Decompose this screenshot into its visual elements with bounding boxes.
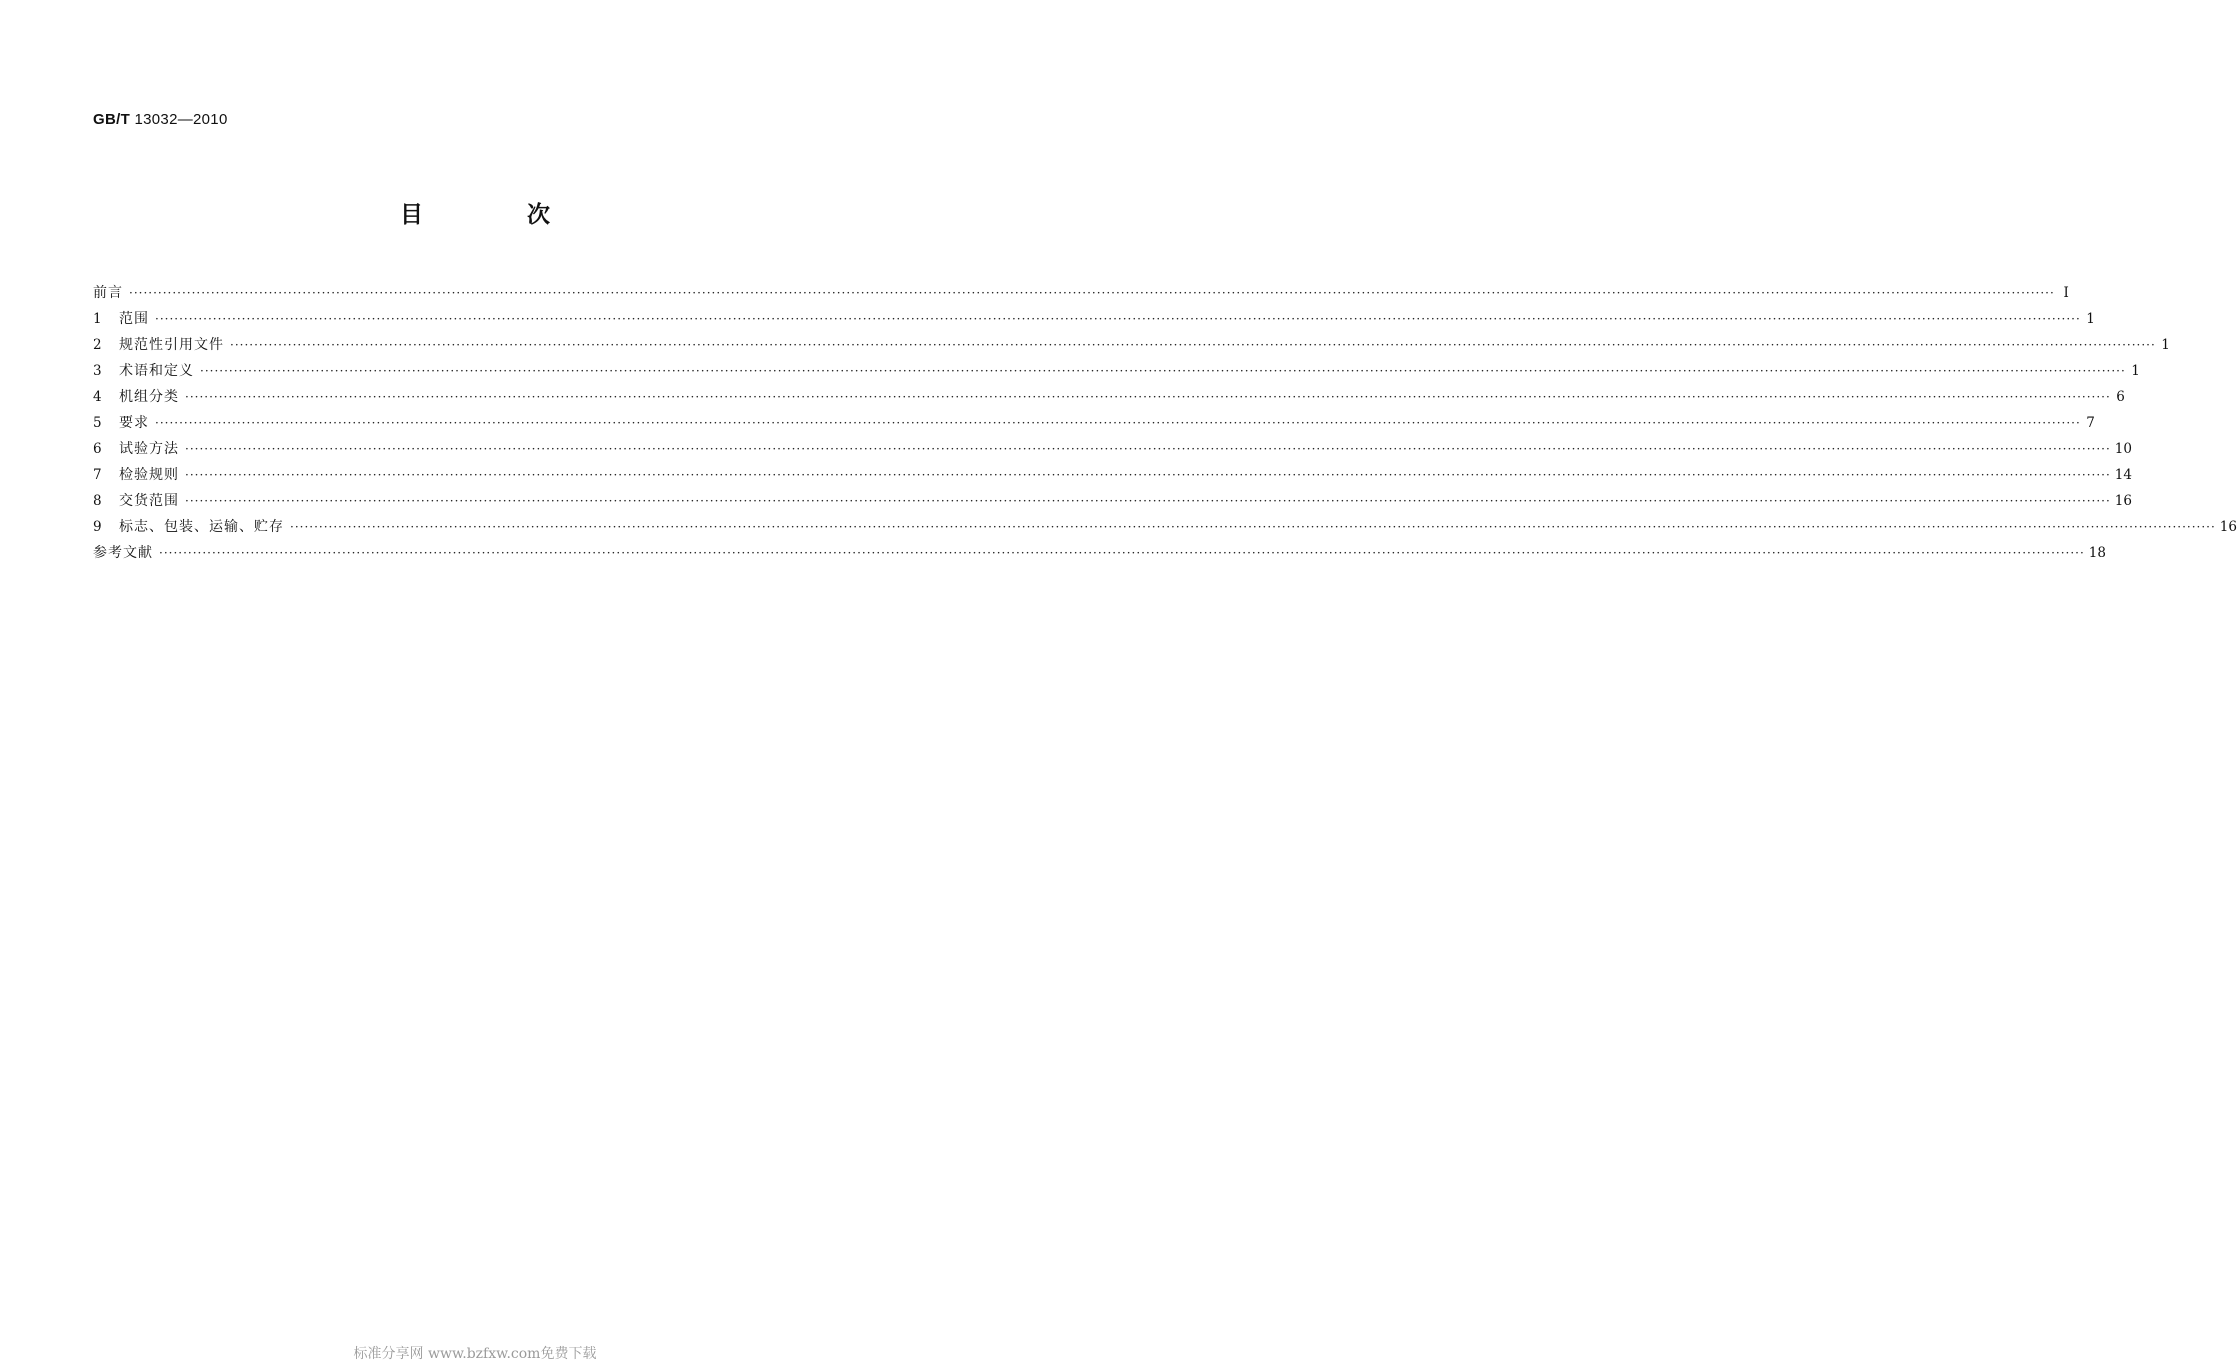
toc-entry-label: 范围 — [119, 311, 149, 327]
toc-leader-dots: ················································································································································································································································································································································································································ — [155, 312, 2081, 326]
toc-entry-page: 7 — [2086, 415, 2095, 431]
toc-entry-page: 14 — [2114, 467, 2132, 483]
toc-leader-dots: ················································································································································································································································································································································································································ — [200, 364, 2126, 378]
toc-leader-dots: ················································································································································································································································································································································································································ — [290, 520, 2216, 534]
toc-entry-number: 9 — [93, 519, 102, 535]
toc-entry-label: 要求 — [119, 415, 149, 431]
toc-leader-dots: ················································································································································································································································································································································································································ — [185, 494, 2111, 508]
toc-leader-dots: ················································································································································································································································································································································································································ — [129, 286, 2055, 300]
toc-entry-foreword[interactable] — [93, 276, 2069, 302]
toc-entry-requirements[interactable] — [93, 406, 2095, 432]
toc-entry-delivery-scope[interactable] — [93, 484, 2132, 510]
toc-entry-page: 1 — [2086, 311, 2095, 327]
toc-leader-dots: ················································································································································································································································································································································································································ — [185, 390, 2111, 404]
toc-entry-inspection-rules[interactable] — [93, 458, 2132, 484]
toc-entry-terms-definitions[interactable] — [93, 354, 2140, 380]
toc-entry-number: 4 — [93, 389, 102, 405]
toc-entry-page: 6 — [2116, 389, 2125, 405]
toc-leader-dots: ················································································································································································································································································································································································································ — [185, 442, 2111, 456]
toc-leader-dots: ················································································································································································································································································································································································································ — [159, 546, 2085, 560]
toc-entry-marking-packaging[interactable] — [93, 510, 2237, 536]
toc-entry-label: 交货范围 — [119, 493, 179, 509]
toc-entry-number: 5 — [93, 415, 102, 431]
toc-entry-number: 7 — [93, 467, 102, 483]
toc-entry-label: 检验规则 — [119, 467, 179, 483]
toc-leader-dots: ················································································································································································································································································································································································································ — [185, 468, 2111, 482]
toc-entry-number: 8 — [93, 493, 102, 509]
footer-watermark: 标准分享网 www.bzfxw.com免费下载 — [353, 1346, 597, 1362]
toc-entry-number: 2 — [93, 337, 102, 353]
toc-entry-scope[interactable] — [93, 302, 2095, 328]
toc-entry-page: 1 — [2131, 363, 2140, 379]
toc-entry-label: 参考文献 — [93, 545, 153, 561]
toc-entry-label: 前言 — [93, 285, 123, 301]
toc-entry-label: 术语和定义 — [119, 363, 194, 379]
toc-leader-dots: ················································································································································································································································································································································································································ — [230, 338, 2156, 352]
toc-entry-label: 机组分类 — [119, 389, 179, 405]
toc-entry-page: 16 — [2219, 519, 2237, 535]
toc-entry-test-methods[interactable] — [93, 432, 2132, 458]
toc-entry-number: 6 — [93, 441, 102, 457]
table-of-contents — [93, 276, 2237, 562]
toc-leader-dots: ················································································································································································································································································································································································································ — [155, 416, 2081, 430]
toc-entry-page: 10 — [2114, 441, 2132, 457]
standard-prefix: GB/T — [93, 111, 131, 128]
page-title: 目 次 — [399, 202, 598, 228]
toc-entry-classification[interactable] — [93, 380, 2125, 406]
toc-entry-page: 16 — [2114, 493, 2132, 509]
toc-entry-number: 1 — [93, 311, 102, 327]
toc-entry-label: 规范性引用文件 — [119, 337, 224, 353]
toc-entry-normative-references[interactable] — [93, 328, 2170, 354]
toc-entry-number: 3 — [93, 363, 102, 379]
toc-entry-page: 18 — [2088, 545, 2106, 561]
toc-entry-label: 试验方法 — [119, 441, 179, 457]
standard-code — [93, 111, 228, 128]
toc-entry-page: Ⅰ — [2063, 285, 2069, 301]
standard-number: 13032—2010 — [134, 111, 228, 128]
toc-entry-bibliography[interactable] — [93, 536, 2106, 562]
toc-entry-label: 标志、包装、运输、贮存 — [119, 519, 284, 535]
toc-entry-page: 1 — [2161, 337, 2170, 353]
